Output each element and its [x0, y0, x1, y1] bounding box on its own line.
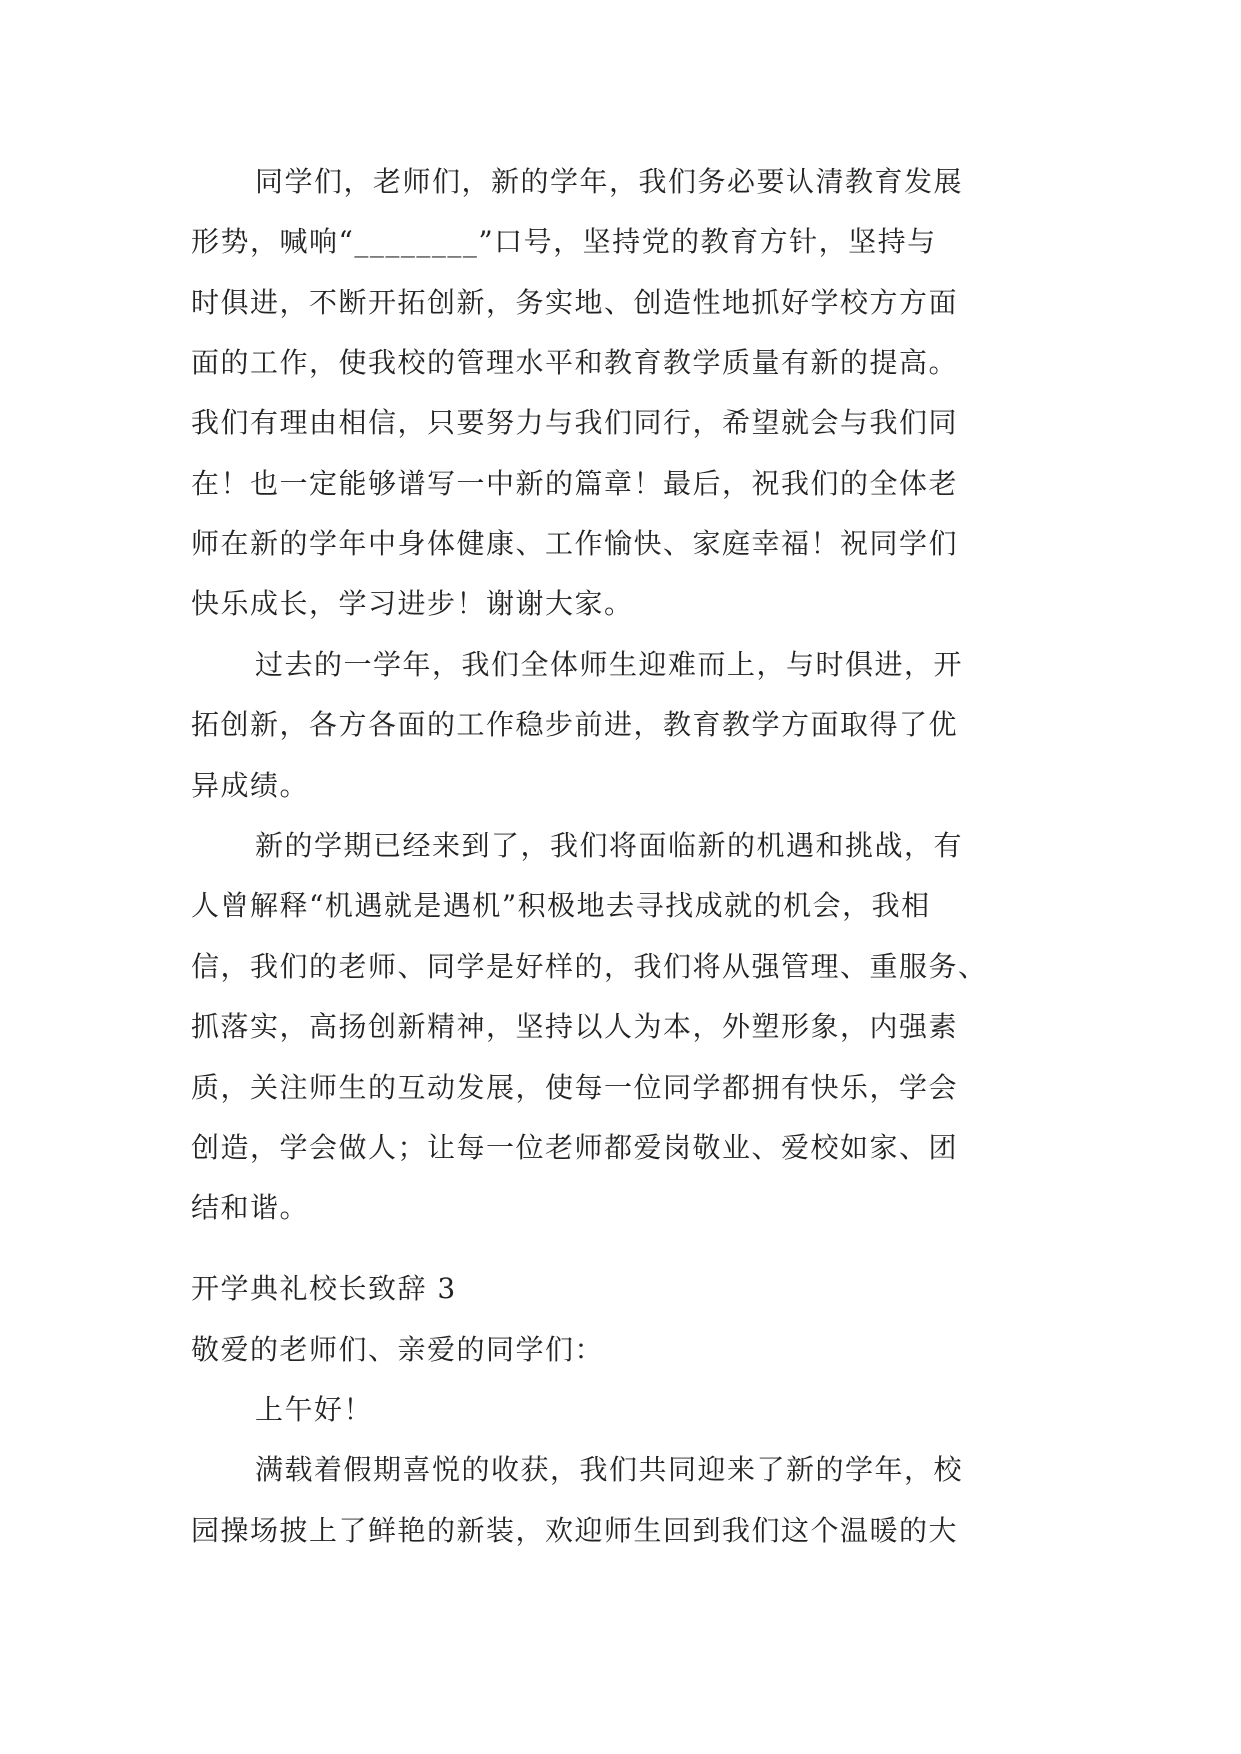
- text-line: 拓创新，各方各面的工作稳步前进，教育教学方面取得了优: [191, 708, 959, 741]
- text-line: 形势，喊响“________”口号，坚持党的教育方针，坚持与: [191, 225, 937, 258]
- greeting: 上午好！: [255, 1393, 374, 1426]
- text-line: 同学们，老师们，新的学年，我们务必要认清教育发展: [255, 165, 964, 198]
- text-line: 人曾解释“机遇就是遇机”积极地去寻找成就的机会，我相: [191, 889, 931, 922]
- text-line: 创造，学会做人；让每一位老师都爱岗敬业、爱校如家、团: [191, 1131, 959, 1164]
- text-line: 抓落实，高扬创新精神，坚持以人为本，外塑形象，内强素: [191, 1010, 959, 1043]
- salutation: 敬爱的老师们、亲爱的同学们：: [191, 1333, 605, 1366]
- section-title: 开学典礼校长致辞 3: [191, 1272, 457, 1305]
- text-line: 在！也一定能够谱写一中新的篇章！最后，祝我们的全体老: [191, 467, 959, 500]
- text-line: 时俱进，不断开拓创新，务实地、创造性地抓好学校方方面: [191, 286, 959, 319]
- text-line: 异成绩。: [191, 769, 310, 802]
- text-line: 信，我们的老师、同学是好样的，我们将从强管理、重服务、: [191, 950, 988, 983]
- text-line: 质，关注师生的互动发展，使每一位同学都拥有快乐，学会: [191, 1071, 959, 1104]
- text-line: 面的工作，使我校的管理水平和教育教学质量有新的提高。: [191, 346, 959, 379]
- text-line: 结和谐。: [191, 1191, 310, 1224]
- text-line: 快乐成长，学习进步！谢谢大家。: [191, 587, 634, 620]
- text-line: 过去的一学年，我们全体师生迎难而上，与时俱进，开: [255, 648, 964, 681]
- text-line: 满载着假期喜悦的收获，我们共同迎来了新的学年，校: [255, 1453, 964, 1486]
- text-line: 师在新的学年中身体健康、工作愉快、家庭幸福！祝同学们: [191, 527, 959, 560]
- text-line: 园操场披上了鲜艳的新装，欢迎师生回到我们这个温暖的大: [191, 1514, 959, 1547]
- text-line: 新的学期已经来到了，我们将面临新的机遇和挑战，有: [255, 829, 964, 862]
- text-line: 我们有理由相信，只要努力与我们同行，希望就会与我们同: [191, 406, 959, 439]
